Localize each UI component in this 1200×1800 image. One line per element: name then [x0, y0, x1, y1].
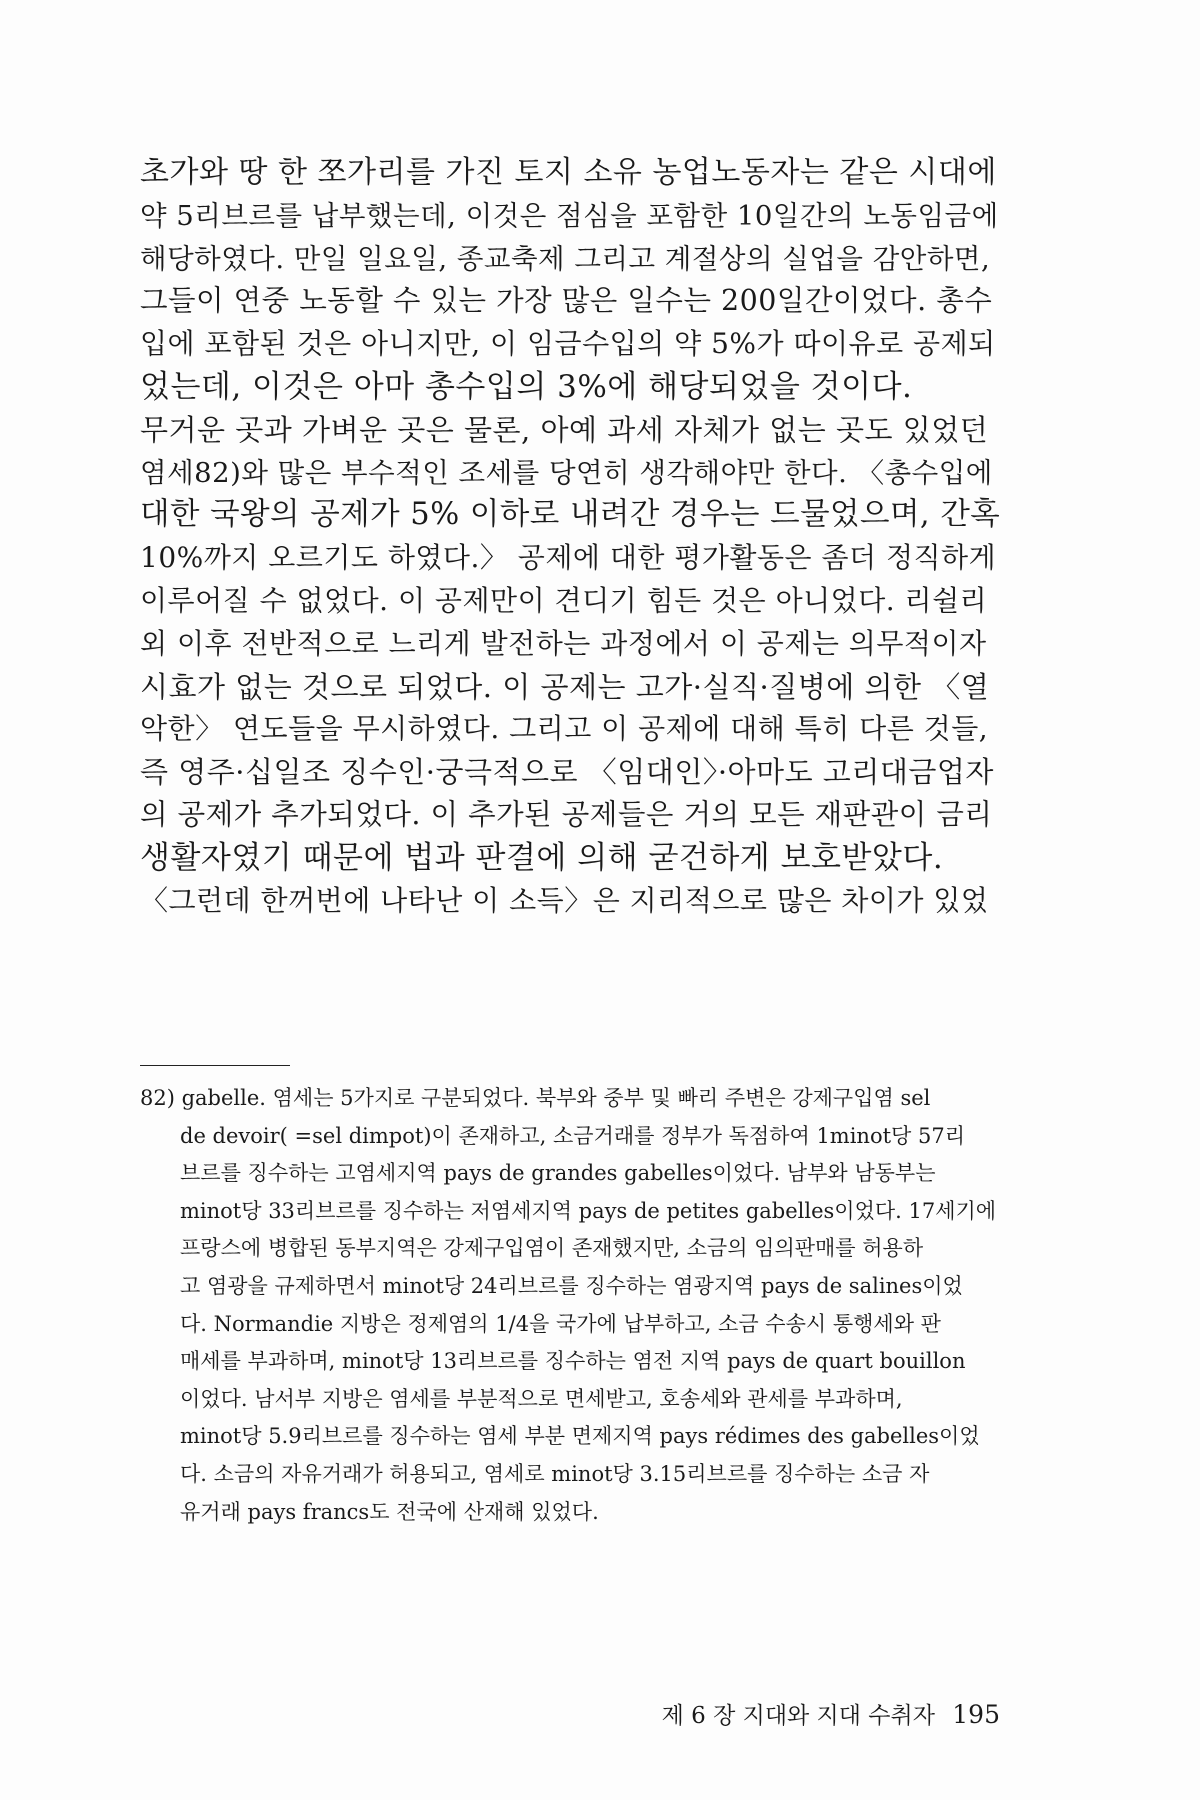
body-line: 악한〉 연도들을 무시하였다. 그리고 이 공제에 대해 특히 다른 것들,: [140, 712, 989, 746]
footnote-line: 다. Normandie 지방은 정제염의 1/4을 국가에 납부하고, 소금 수송시 통행세와 판: [180, 1311, 941, 1336]
body-line: 초가와 땅 한 쪼가리를 가진 토지 소유 농업노동자는 같은 시대에: [140, 155, 997, 190]
body-line: 대한 국왕의 공제가 5% 이하로 내려간 경우는 드물었으며, 간혹: [140, 497, 1001, 533]
page-number: 195: [952, 1700, 1000, 1729]
footnote-line: 82) gabelle. 염세는 5가지로 구분되었다. 북부와 중부 및 빠리 주변은 강제구입염 sel: [140, 1086, 931, 1110]
body-line: 약 5리브르를 납부했는데, 이것은 점심을 포함한 10일간의 노동임금에: [140, 199, 999, 232]
footnote-line: 매세를 부과하며, minot당 13리브르를 징수하는 염전 지역 pays de quart bouillon: [180, 1349, 966, 1374]
chapter-title: 제 6 장 지대와 지대 수취자: [661, 1703, 935, 1729]
footnote-line: 프랑스에 병합된 동부지역은 강제구입염이 존재했지만, 소금의 임의판매를 허용하: [180, 1236, 924, 1261]
footnote-line: de devoir( =sel dimpot)이 존재하고, 소금거래를 정부가 독점하여 1minot당 57리: [180, 1123, 966, 1148]
footnote-line: 이었다. 남서부 지방은 염세를 부분적으로 면세받고, 호송세와 관세를 부과하며,: [180, 1386, 903, 1411]
footnote-line: 고 염광을 규제하면서 minot당 24리브르를 징수하는 염광지역 pays de salines이었: [180, 1273, 963, 1298]
body-line: 그들이 연중 노동할 수 있는 가장 많은 일수는 200일간이었다. 총수: [140, 284, 993, 318]
footnote-line: minot당 33리브르를 징수하는 저염세지역 pays de petites gabelles이었다. 17세기에: [180, 1198, 997, 1223]
body-line: 의 공제가 추가되었다. 이 추가된 공제들은 거의 모든 재판관이 금리: [140, 797, 993, 831]
body-line: 즉 영주·십일조 징수인·궁극적으로 〈임대인〉·아마도 고리대금업자: [140, 755, 994, 790]
footnote-line: minot당 5.9리브르를 징수하는 염세 부분 면제지역 pays rédimes des gabelles이었: [180, 1424, 980, 1449]
body-line: 염세82)와 많은 부수적인 조세를 당연히 생각해야만 한다. 〈총수입에: [140, 456, 993, 489]
body-line: 외 이후 전반적으로 느리게 발전하는 과정에서 이 공제는 의무적이자: [140, 626, 987, 660]
body-line: 해당하였다. 만일 일요일, 종교축제 그리고 계절상의 실업을 감안하면,: [140, 242, 991, 275]
body-line: 이루어질 수 없었다. 이 공제만이 견디기 힘든 것은 아니었다. 리쉴리: [140, 583, 988, 617]
body-line: 생활자였기 때문에 법과 판결에 의해 굳건하게 보호받았다.: [140, 839, 944, 876]
footnote-line: 브르를 징수하는 고염세지역 pays de grandes gabelles이었다. 남부와 남동부는: [180, 1161, 936, 1186]
running-footer: [620, 1700, 1000, 1731]
body-line: 었는데, 이것은 아마 총수입의 3%에 해당되었을 것이다.: [140, 368, 913, 405]
footnote-divider: [140, 1065, 290, 1066]
body-line: 10%까지 오르기도 하였다.〉 공제에 대한 평가활동은 좀더 정직하게: [140, 541, 997, 575]
footnote-82: [140, 1080, 1000, 1531]
body-line: 시효가 없는 것으로 되었다. 이 공제는 고가·실직·질병에 의한 〈열: [140, 669, 990, 704]
body-line: 입에 포함된 것은 아니지만, 이 임금수입의 약 5%가 따이유로 공제되: [140, 327, 996, 361]
body-line: 무거운 곳과 가벼운 곳은 물론, 아예 과세 자체가 없는 곳도 있었던: [140, 412, 989, 447]
main-text: [140, 152, 1000, 922]
footnote-line: 유거래 pays francs도 전국에 산재해 있었다.: [180, 1499, 599, 1524]
body-line: 〈그런데 한꺼번에 나타난 이 소득〉은 지리적으로 많은 차이가 있었: [140, 883, 989, 917]
footnote-line: 다. 소금의 자유거래가 허용되고, 염세로 minot당 3.15리브르를 징수하는 소금 자: [180, 1461, 930, 1486]
